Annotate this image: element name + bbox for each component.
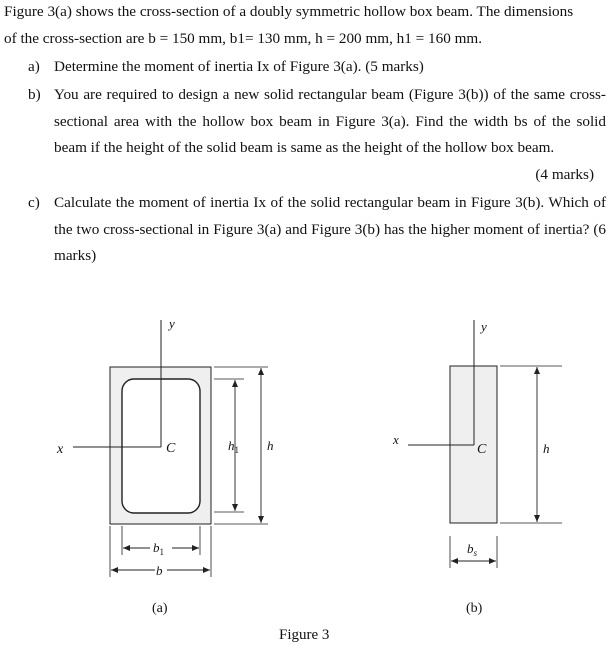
question-b-marks: (4 marks) bbox=[535, 166, 594, 183]
centroid-label-b: C bbox=[477, 442, 487, 457]
dim-h-label-b: h bbox=[543, 441, 550, 456]
intro-line-1: Figure 3(a) shows the cross-section of a doubly symmetric hollow box beam. The dimensions bbox=[4, 3, 574, 20]
dim-h1-label: $h_1$ bbox=[228, 438, 239, 455]
dim-h-label-a: h bbox=[267, 438, 274, 453]
figure-caption: Figure 3 bbox=[279, 627, 330, 643]
figure-b-sublabel: (b) bbox=[466, 601, 483, 616]
dim-h-b bbox=[500, 366, 562, 523]
x-axis-label-b: x bbox=[393, 432, 399, 447]
question-b-label: b) bbox=[28, 86, 41, 103]
x-axis-label-a: x bbox=[57, 442, 64, 457]
intro-line-2: of the cross-section are b = 150 mm, b1= 130 mm, h = 200 mm, h1 = 160 mm. bbox=[4, 30, 483, 47]
dim-b-label: b bbox=[156, 563, 163, 578]
y-axis-label-a: y bbox=[169, 316, 175, 331]
dim-b1-label: $b_1$ bbox=[153, 540, 164, 557]
y-axis-label-b: y bbox=[481, 319, 487, 334]
question-c-text: Calculate the moment of inertia Ix of the solid rectangular beam in Figure 3(b). Which of the two cross-sectional in Figure 3(a) and Figure 3(b) has the higher moment of inertia? (6 marks) bbox=[54, 194, 606, 264]
question-a-label: a) bbox=[28, 58, 40, 75]
figure-a-sublabel: (a) bbox=[152, 601, 168, 616]
centroid-label-a: C bbox=[166, 441, 176, 456]
dim-bs-label: $b_s$ bbox=[467, 541, 478, 558]
figure-3 bbox=[0, 300, 612, 645]
question-c-label: c) bbox=[28, 194, 40, 211]
question-b-text: You are required to design a new solid rectangular beam (Figure 3(b)) of the same cross-sectional area with the hollow box beam in Figure 3(a). Find the width bs of the solid beam if the height of the solid beam is same as the height of the hollow box beam. bbox=[54, 86, 606, 156]
dim-h-a bbox=[214, 367, 268, 524]
question-a-text: Determine the moment of inertia Ix of Figure 3(a). (5 marks) bbox=[54, 58, 424, 75]
